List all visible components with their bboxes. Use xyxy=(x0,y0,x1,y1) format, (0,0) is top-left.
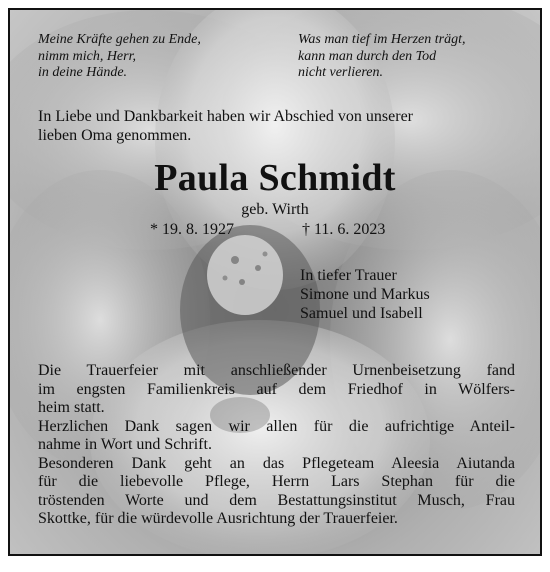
body-line: für die liebevolle Pflege, Herrn Lars Stephan für die xyxy=(38,473,515,490)
obituary-notice xyxy=(8,8,542,556)
birth-name: geb. Wirth xyxy=(241,201,309,218)
mourners-line: Samuel und Isabell xyxy=(300,305,423,322)
verse-right xyxy=(298,32,465,82)
verse-line: kann man durch den Tod xyxy=(298,48,437,64)
body-line: Die Trauerfeier mit anschließender Urnenbeisetzung fand xyxy=(38,362,515,379)
paragraph-special-thanks xyxy=(38,455,515,529)
body-line: nahme in Wort und Schrift. xyxy=(38,436,212,453)
body-line: Skottke, für die würdevolle Ausrichtung der Trauerfeier. xyxy=(38,510,398,527)
death-date: † 11. 6. 2023 xyxy=(302,221,386,238)
mourners-line: In tiefer Trauer xyxy=(300,267,397,284)
body-line: heim statt. xyxy=(38,399,105,416)
verse-line: Was man tief im Herzen trägt, xyxy=(298,32,466,47)
birth-date: * 19. 8. 1927 xyxy=(150,221,234,238)
mourners-block xyxy=(300,266,430,323)
verse-left xyxy=(38,32,201,82)
body-line: tröstenden Worte und dem Bestattungsinstitut Musch, Frau xyxy=(38,491,515,509)
intro-line: lieben Oma genommen. xyxy=(38,127,192,144)
obituary-content xyxy=(10,10,540,554)
paragraph-funeral xyxy=(38,362,515,418)
intro-line: In Liebe und Dankbarkeit haben wir Abschied von unserer xyxy=(38,108,413,125)
mourners-line: Simone und Markus xyxy=(300,286,430,303)
intro-text xyxy=(38,107,518,145)
verse-line: nimm mich, Herr, xyxy=(38,48,136,64)
deceased-name: Paula Schmidt xyxy=(154,157,396,199)
body-line: Besonderen Dank geht an das Pflegeteam Aleesia Aiutanda xyxy=(38,454,515,472)
verse-line: in deine Hände. xyxy=(38,65,128,80)
body-text xyxy=(38,362,515,529)
body-line: Herzlichen Dank sagen wir allen für die aufrichtige Anteil- xyxy=(38,417,515,435)
verse-line: nicht verlieren. xyxy=(298,65,384,80)
verse-line: Meine Kräfte gehen zu Ende, xyxy=(38,32,201,47)
paragraph-thanks xyxy=(38,418,515,455)
body-line: im engsten Familienkreis auf dem Friedhof in Wölfers- xyxy=(38,380,515,398)
